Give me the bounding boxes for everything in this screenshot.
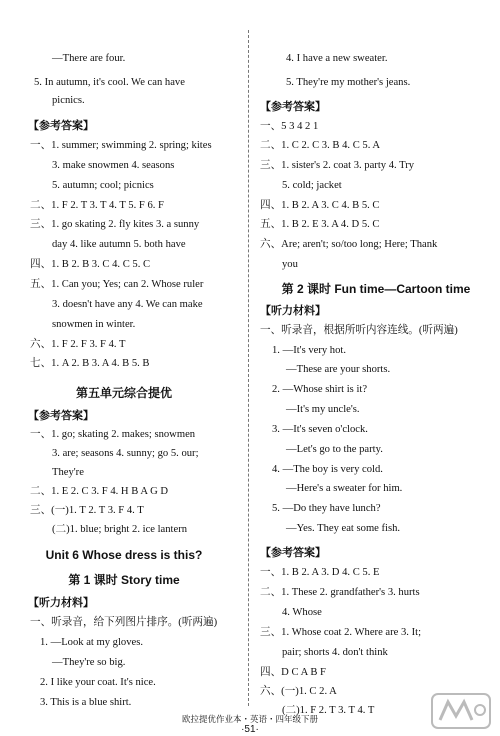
- text-line: 5. autumn; cool; picnics: [52, 180, 154, 191]
- section-heading: 【参考答案】: [260, 547, 326, 559]
- text-line: —These are your shorts.: [286, 364, 391, 375]
- page-number: ·51·: [241, 724, 259, 735]
- text-line: 六、1. F 2. F 3. F 4. T: [30, 339, 126, 350]
- text-line: 4. I have a new sweater.: [286, 53, 388, 64]
- text-line: 2. —Whose shirt is it?: [272, 384, 368, 395]
- text-line: 四、1. B 2. A 3. C 4. B 5. C: [260, 200, 380, 211]
- text-line: 4. —The boy is very cold.: [272, 464, 383, 475]
- text-line: (二)1. blue; bright 2. ice lantern: [52, 524, 188, 535]
- section-heading: 【听力材料】: [260, 305, 326, 317]
- text-line: 一、1. go; skating 2. makes; snowmen: [30, 429, 196, 440]
- section-heading: 【参考答案】: [28, 120, 94, 132]
- text-line: 一、5 3 4 2 1: [260, 121, 319, 132]
- text-line: 2. I like your coat. It's nice.: [40, 677, 156, 688]
- lesson-title: Unit 6 Whose dress is this?: [45, 548, 203, 562]
- column-divider: [248, 30, 249, 706]
- text-line: They're: [52, 467, 84, 478]
- text-line: —It's my uncle's.: [286, 404, 360, 415]
- text-line: 五、1. Can you; Yes; can 2. Whose ruler: [30, 279, 204, 290]
- text-line: —Here's a sweater for him.: [286, 483, 403, 494]
- text-line: 3. —It's seven o'clock.: [272, 424, 368, 435]
- text-line: 一、听录音，给下列图片排序。(听两遍): [30, 617, 218, 628]
- text-line: 三、1. sister's 2. coat 3. party 4. Try: [260, 160, 415, 171]
- text-line: 一、1. B 2. A 3. D 4. C 5. E: [260, 567, 380, 578]
- text-line: 二、1. These 2. grandfather's 3. hurts: [260, 587, 420, 598]
- text-line: —There are four.: [52, 53, 126, 64]
- text-line: —Yes. They eat some fish.: [286, 523, 401, 534]
- text-line: 5. —Do they have lunch?: [272, 503, 381, 514]
- text-line: 三、1. go skating 2. fly kites 3. a sunny: [30, 219, 200, 230]
- text-line: 一、听录音，根据所听内容连线。(听两遍): [260, 325, 458, 336]
- mxqe-logo-icon: [430, 690, 492, 732]
- text-line: (二)1. F 2. T 3. T 4. T: [282, 705, 375, 716]
- lesson-title: 第五单元综合提优: [75, 386, 172, 400]
- text-line: 1. —Look at my gloves.: [40, 637, 143, 648]
- text-line: 三、(一)1. T 2. T 3. F 4. T: [30, 505, 144, 516]
- text-line: 3. make snowmen 4. seasons: [52, 160, 175, 171]
- text-line: 三、1. Whose coat 2. Where are 3. It;: [260, 627, 422, 638]
- text-line: pair; shorts 4. don't think: [282, 647, 388, 658]
- text-line: 5. In autumn, it's cool. We can have: [34, 77, 185, 88]
- text-line: 六、(一)1. C 2. A: [260, 686, 337, 697]
- section-heading: 【参考答案】: [28, 410, 94, 422]
- text-line: 二、1. E 2. C 3. F 4. H B A G D: [30, 486, 169, 497]
- text-line: 4. Whose: [282, 607, 322, 618]
- text-line: —They're so big.: [52, 657, 126, 668]
- text-line: you: [282, 259, 298, 270]
- section-heading: 【听力材料】: [28, 597, 94, 609]
- page-footer: 欧拉提优作业本・英语・四年级下册: [181, 715, 318, 725]
- text-line: 3. are; seasons 4. sunny; go 5. our;: [52, 448, 199, 459]
- text-line: 一、1. summer; swimming 2. spring; kites: [30, 140, 212, 151]
- text-line: 5. cold; jacket: [282, 180, 342, 191]
- section-heading: 【参考答案】: [260, 101, 326, 113]
- lesson-title: 第 1 课时 Story time: [68, 573, 180, 587]
- text-line: —Let's go to the party.: [286, 444, 383, 455]
- text-line: 七、1. A 2. B 3. A 4. B 5. B: [30, 358, 150, 369]
- text-line: 四、1. B 2. B 3. C 4. C 5. C: [30, 259, 151, 270]
- text-line: 二、1. C 2. C 3. B 4. C 5. A: [260, 140, 381, 151]
- text-line: 3. doesn't have any 4. We can make: [52, 299, 203, 310]
- lesson-title: 第 2 课时 Fun time—Cartoon time: [281, 282, 471, 296]
- text-line: 六、Are; aren't; so/too long; Here; Thank: [260, 239, 438, 250]
- text-line: 四、D C A B F: [260, 667, 326, 678]
- text-line: 二、1. F 2. T 3. T 4. T 5. F 6. F: [30, 200, 164, 211]
- text-line: 3. This is a blue shirt.: [40, 697, 132, 708]
- text-line: picnics.: [52, 95, 85, 106]
- text-line: day 4. like autumn 5. both have: [52, 239, 186, 250]
- text-line: 五、1. B 2. E 3. A 4. D 5. C: [260, 219, 380, 230]
- text-line: snowmen in winter.: [52, 319, 136, 330]
- text-line: 5. They're my mother's jeans.: [286, 77, 411, 88]
- text-line: 1. —It's very hot.: [272, 345, 346, 356]
